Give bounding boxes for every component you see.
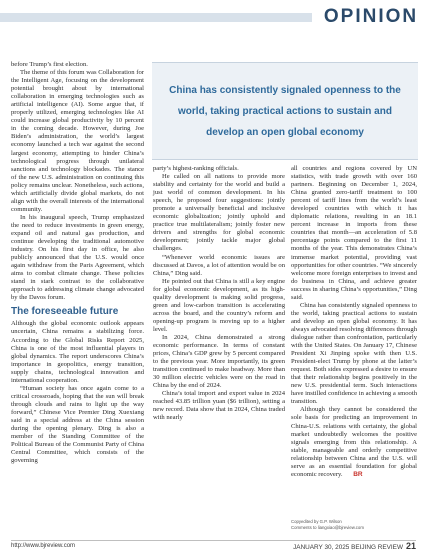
comments-contact: Comments to liangxiao@bjreview.com <box>291 524 364 530</box>
copy-credits <box>291 519 364 530</box>
footer-url[interactable]: http://www.bjreview.com <box>11 543 76 549</box>
subheading: The foreseeable future <box>11 306 119 318</box>
paragraph: “Whenever world economic issues are discussed at Davos, a lot of attention would be on China,” Ding said. <box>153 253 285 277</box>
paragraph: In 2024, China demonstrated a strong economic performance. In terms of constant prices, China’s GDP grew by 5 percent compared to the previous year. More importantly, its green transition continued to make headway. More than 30 million electric vehicles were on the road in China by the end of 2024. <box>153 333 285 390</box>
pull-quote <box>152 62 418 160</box>
paragraph: before Trump’s first election. <box>11 61 88 68</box>
paragraph: China’s total import and export value in 2024 reached 43.85 trillion yuan ($6 trillion), setting a new record. Data show that in 2024, China traded with nearly <box>153 390 285 422</box>
copyedit-credit: Copyedited by G.P. Wilson <box>291 519 342 524</box>
paragraph: party’s highest-ranking officials. <box>153 165 239 172</box>
paragraph: all countries and regions covered by UN statistics, with trade growth with over 160 partners. Beginning on December 1, 2024, China granted zero-tariff treatment to 100 percent of tariff lines from the world’s least developed countries with which it has diplomatic relations, resulting in an 18.1 percent increase in imports from these countries that month—an acceleration of 5.8 percentage points compared to the first 11 months of the year. This demonstrates China’s immense market potential, providing vast opportunities for other countries. “We sincerely welcome more foreign enterprises to invest and do business in China, and achieve greater success in sharing China’s opportunities,” Ding said. <box>291 165 417 301</box>
paragraph: The theme of this forum was Collaboration for the Intelligent Age, focusing on the development potential brought about by international collaboration in emerging technologies such as artificial intelligence (AI). Some argue that, if properly utilized, emerging technologies like AI could increase global productivity by 10 percent in the coming decade. However, during Joe Biden’s administration, the world’s largest economy launched a tech war against the second largest economy, attempting to hinder China’s technological progress through unilateral sanctions and technology blockades. The stance of the new U.S. administration on continuing this policy remains unclear. Nonetheless, such actions, which artificially divide global markets, do not align with the overall interests of the international community. <box>11 69 144 213</box>
header-bar <box>0 0 427 34</box>
issue-date: JANUARY 30, 2025 BEIJING REVIEW <box>293 544 403 551</box>
paragraph-text: Although they cannot be considered the sole basis for predicting an improvement in China-U.S. relations with certainty, the global market undoubtedly welcomes the positive signals emerging from this relationship. A stable, manageable and orderly competitive relationship between China and the U.S. will serve as an essential foundation for global economic recovery. <box>291 406 417 478</box>
paragraph: Although the global economic outlook appears uncertain, China remains a stabilizing force. According to the Global Risks Report 2025, China is one of the most influential players in global dynamics. The report underscores China’s importance in geopolitics, energy transition, supply chains, technological innovation and international cooperation. <box>11 320 144 384</box>
page-number: 21 <box>405 541 416 551</box>
section-label: OPINION <box>323 6 419 27</box>
article-column-right <box>291 165 417 479</box>
paragraph: China has consistently signaled openness to the world, taking practical actions to sustain and develop an open global economy. It has always advocated resolving differences through dialogue rather than confrontation, particularly with the United States. On January 17, Chinese President Xi Jinping spoke with then U.S. President-elect Trump by phone at the latter’s request. Both sides expressed a desire to ensure that their relationship begins positively in the new U.S. presidential term. Such interactions have instilled confidence in achieving a smooth transition. <box>291 301 417 406</box>
header-stripe <box>0 13 312 22</box>
paragraph: He pointed out that China is still a key engine for global economic development, as its high-quality development is making solid progress, green and low-carbon transition is accelerating across the board, and the country’s reform and opening-up program is moving up to a higher level. <box>153 277 285 333</box>
article-column-middle <box>153 165 285 423</box>
paragraph: He called on all nations to provide more stability and certainty for the world and build a just world of common development. In his speech, he proposed four suggestions: jointly promote a universally beneficial and inclusive economic globalization; jointly uphold and practice true multilateralism; jointly foster new drivers and strengths for global economic development; jointly tackle major global challenges. <box>153 173 285 253</box>
footer-issue <box>293 541 416 551</box>
end-mark: BR <box>353 470 363 478</box>
pull-quote-text: China has consistently signaled openness to the world, taking practical actions to sustain and develop an open global economy <box>169 84 401 138</box>
paragraph <box>291 406 417 478</box>
paragraph: “Human society has once again come to a critical crossroads, hoping that the sun will break through clouds and rains to light up the way forward,” Chinese Vice Premier Ding Xuexiang said in a special address at the China session during the opening plenary. Ding is also a member of the Standing Committee of the Political Bureau of the Communist Party of China Central Committee, which consists of the governing <box>11 384 144 465</box>
paragraph: In his inaugural speech, Trump emphasized the need to reduce investments in green energy, expand oil and natural gas production, and continue developing the traditional automotive industry. On his first day in office, he also publicly announced that the U.S. would once again withdraw from the Paris Agreement, which aims to combat climate change. These policies stand in stark contrast to the collaborative approach to addressing climate change advocated by the Davos forum. <box>11 213 144 302</box>
article-column-left <box>11 61 144 465</box>
